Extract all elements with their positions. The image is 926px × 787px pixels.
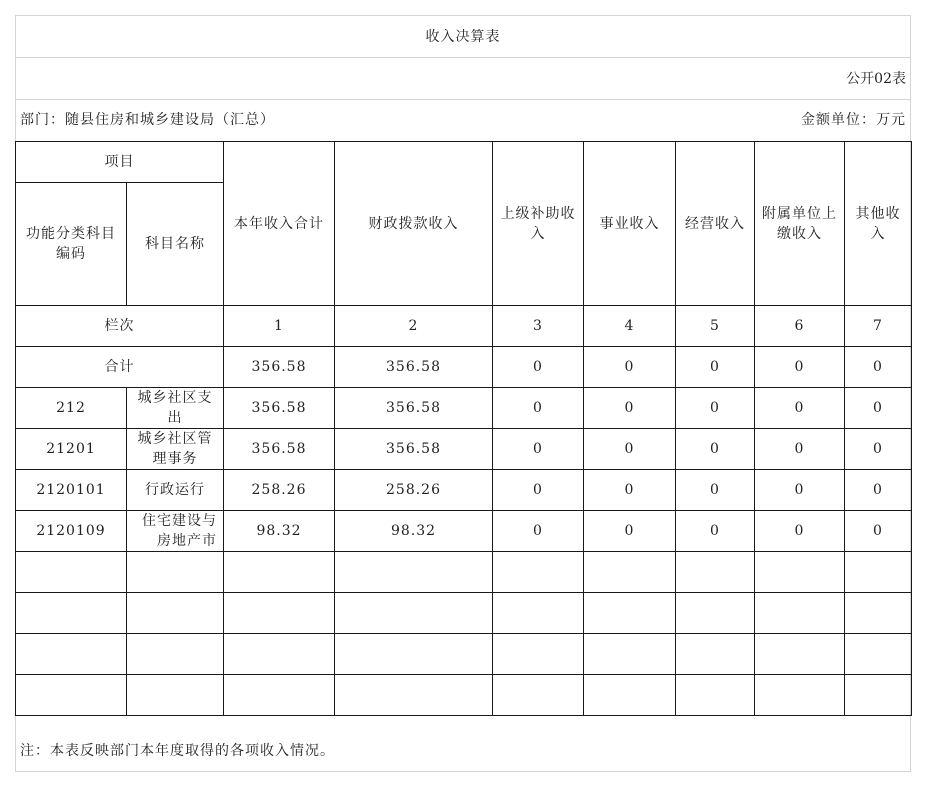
empty-cell (676, 675, 755, 716)
table-row (16, 470, 912, 511)
empty-cell (127, 675, 224, 716)
empty-cell (335, 634, 493, 675)
table-cell: 0 (493, 388, 584, 429)
header-col-fiscal: 财政拨款收入 (335, 142, 493, 306)
empty-row (16, 634, 912, 675)
table-cell: 258.26 (335, 470, 493, 511)
header-col-operating: 经营收入 (676, 142, 755, 306)
subject-name: 行政运行 (127, 470, 224, 511)
table-cell: 0 (584, 347, 676, 388)
header-col-affiliated: 附属单位上缴收入 (755, 142, 845, 306)
table-cell: 356.58 (224, 388, 335, 429)
table-cell: 356.58 (335, 429, 493, 470)
table-cell: 0 (676, 470, 755, 511)
table-cell: 0 (845, 511, 912, 552)
empty-cell (755, 552, 845, 593)
table-cell: 0 (755, 388, 845, 429)
table-cell: 98.32 (335, 511, 493, 552)
table-cell: 0 (493, 429, 584, 470)
column-number: 6 (755, 306, 845, 347)
column-number: 2 (335, 306, 493, 347)
department-label: 部门：随县住房和城乡建设局（汇总） (20, 112, 275, 128)
table-cell: 0 (755, 470, 845, 511)
header-item: 项目 (16, 142, 224, 183)
column-number-label: 栏次 (16, 306, 224, 347)
table-code: 公开02表 (846, 71, 906, 87)
table-cell: 356.58 (335, 388, 493, 429)
function-code: 2120109 (16, 511, 127, 552)
empty-cell (584, 593, 676, 634)
empty-cell (845, 593, 912, 634)
table-cell: 356.58 (335, 347, 493, 388)
empty-cell (16, 675, 127, 716)
table-cell: 0 (845, 429, 912, 470)
total-row (16, 347, 912, 388)
empty-cell (335, 675, 493, 716)
empty-cell (224, 675, 335, 716)
empty-cell (584, 552, 676, 593)
column-number: 3 (493, 306, 584, 347)
empty-cell (755, 634, 845, 675)
empty-cell (224, 634, 335, 675)
empty-cell (335, 593, 493, 634)
income-table (15, 141, 912, 716)
table-cell: 0 (755, 347, 845, 388)
empty-cell (493, 593, 584, 634)
empty-cell (584, 634, 676, 675)
empty-cell (755, 675, 845, 716)
empty-cell (493, 675, 584, 716)
empty-cell (224, 552, 335, 593)
report-title: 收入决算表 (425, 29, 501, 45)
empty-cell (755, 593, 845, 634)
table-row (16, 429, 912, 470)
table-row (16, 388, 912, 429)
column-number: 5 (676, 306, 755, 347)
empty-cell (16, 634, 127, 675)
table-cell: 0 (845, 470, 912, 511)
table-cell: 0 (845, 388, 912, 429)
table-cell: 0 (493, 470, 584, 511)
table-cell: 0 (755, 511, 845, 552)
table-cell: 356.58 (224, 347, 335, 388)
empty-cell (493, 634, 584, 675)
total-label: 合计 (16, 347, 224, 388)
table-cell: 356.58 (224, 429, 335, 470)
header-func-code: 功能分类科目编码 (16, 183, 127, 306)
empty-row (16, 552, 912, 593)
header-subject-name: 科目名称 (127, 183, 224, 306)
table-note: 注：本表反映部门本年度取得的各项收入情况。 (20, 743, 335, 759)
empty-cell (224, 593, 335, 634)
subject-name: 住宅建设与房地产市 (127, 511, 224, 552)
empty-cell (845, 634, 912, 675)
table-cell: 98.32 (224, 511, 335, 552)
subject-name: 城乡社区支出 (127, 388, 224, 429)
empty-row (16, 593, 912, 634)
empty-cell (676, 552, 755, 593)
table-cell: 0 (493, 511, 584, 552)
table-cell: 0 (493, 347, 584, 388)
header-col-business: 事业收入 (584, 142, 676, 306)
empty-cell (676, 593, 755, 634)
table-cell: 0 (584, 429, 676, 470)
header-col-other: 其他收入 (845, 142, 912, 306)
empty-cell (845, 675, 912, 716)
empty-cell (584, 675, 676, 716)
function-code: 21201 (16, 429, 127, 470)
empty-cell (16, 593, 127, 634)
table-cell: 0 (845, 347, 912, 388)
column-number: 7 (845, 306, 912, 347)
table-cell: 0 (676, 511, 755, 552)
empty-row (16, 675, 912, 716)
empty-cell (676, 634, 755, 675)
empty-cell (335, 552, 493, 593)
table-row (16, 511, 912, 552)
table-cell: 0 (676, 388, 755, 429)
function-code: 2120101 (16, 470, 127, 511)
table-cell: 0 (584, 511, 676, 552)
column-number: 4 (584, 306, 676, 347)
table-cell: 0 (584, 470, 676, 511)
function-code: 212 (16, 388, 127, 429)
empty-cell (127, 552, 224, 593)
table-cell: 0 (676, 429, 755, 470)
table-cell: 258.26 (224, 470, 335, 511)
header-col-superior: 上级补助收入 (493, 142, 584, 306)
empty-cell (16, 552, 127, 593)
header-col-total: 本年收入合计 (224, 142, 335, 306)
amount-unit: 金额单位：万元 (801, 112, 906, 128)
empty-cell (127, 634, 224, 675)
subject-name: 城乡社区管理事务 (127, 429, 224, 470)
empty-cell (845, 552, 912, 593)
table-cell: 0 (676, 347, 755, 388)
empty-cell (493, 552, 584, 593)
column-number-row (16, 306, 912, 347)
column-number: 1 (224, 306, 335, 347)
table-cell: 0 (755, 429, 845, 470)
empty-cell (127, 593, 224, 634)
table-cell: 0 (584, 388, 676, 429)
